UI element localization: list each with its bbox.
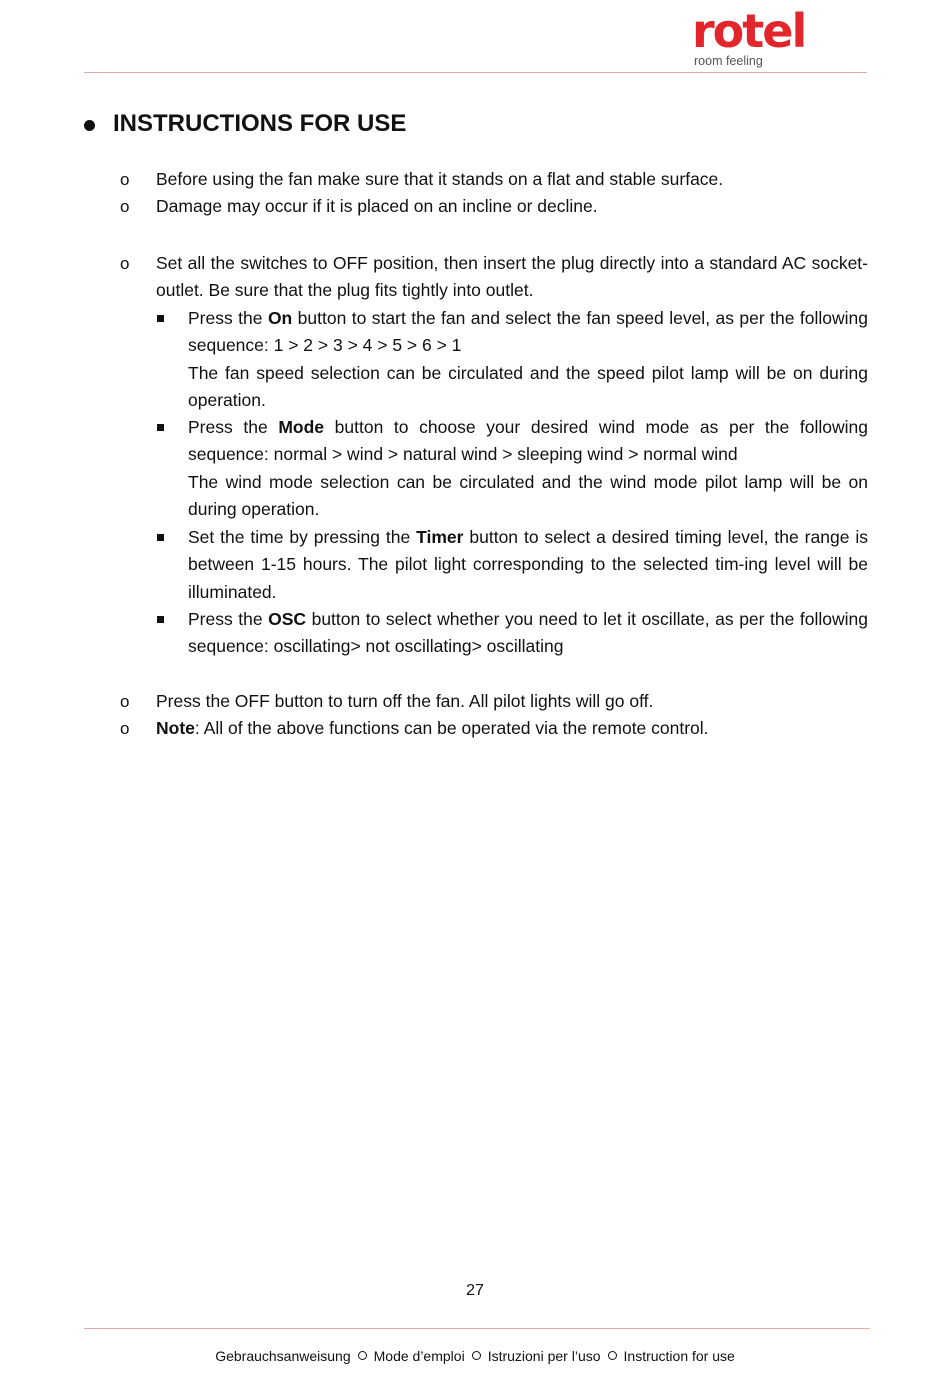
item-paragraph: Press the On button to start the fan and select the fan speed level, as per the following sequence: 1 > 2 > 3 > 4 > 5 > 6 > 1 [188, 308, 868, 356]
circle-bullet-icon: o [120, 254, 130, 273]
sub-list-item-on [188, 305, 868, 415]
circle-bullet-icon: o [120, 692, 130, 711]
list-item-note [120, 715, 868, 742]
logo-tagline: room feeling [694, 54, 763, 68]
logo-wordmark: rotel [692, 4, 806, 58]
bullet-icon [84, 120, 95, 131]
button-name-timer: Timer [416, 527, 464, 547]
footer-item: Mode d’emploi [373, 1348, 465, 1364]
circle-bullet-icon: o [120, 719, 130, 738]
square-bullet-icon [157, 534, 164, 541]
page-number: 27 [466, 1282, 484, 1299]
header-divider [84, 72, 867, 73]
list-item [120, 166, 868, 193]
list-item [120, 250, 868, 305]
square-bullet-icon [157, 616, 164, 623]
circle-bullet-icon: o [120, 197, 130, 216]
item-text: Press the OFF button to turn off the fan. All pilot lights will go off. [156, 691, 654, 711]
footer-item: Istruzioni per l’uso [487, 1348, 601, 1364]
item-extra: The wind mode selection can be circulated and the wind mode pilot lamp will be on during operation. [188, 471, 868, 520]
section-title: INSTRUCTIONS FOR USE [113, 110, 407, 137]
item-extra: The fan speed selection can be circulated and the speed pilot lamp will be on during operation. [188, 362, 868, 411]
square-bullet-icon [157, 315, 164, 322]
square-bullet-icon [157, 424, 164, 431]
footer-divider [84, 1328, 870, 1329]
circle-bullet-icon: o [120, 170, 130, 189]
sub-list-item-timer: Set the time by pressing the Timer button to select a desired timing level, the range is between 1-15 hours. The pilot light corresponding to the selected tim-ing level will be illuminated. [188, 524, 868, 606]
item-text: Damage may occur if it is placed on an incline or decline. [156, 196, 598, 216]
button-name-on: On [267, 308, 293, 328]
list-item [120, 688, 868, 715]
button-name-mode: Mode [278, 417, 325, 437]
separator-icon [358, 1351, 367, 1360]
button-name-osc: OSC [268, 609, 307, 629]
item-text: Before using the fan make sure that it stands on a flat and stable surface. [156, 169, 724, 189]
note-text: : All of the above functions can be operated via the remote control. [194, 718, 709, 738]
rotel-logo [692, 4, 862, 70]
list-item [120, 193, 868, 220]
separator-icon [608, 1351, 617, 1360]
footer-item: Instruction for use [623, 1348, 735, 1364]
item-paragraph: Press the Mode button to choose your desired wind mode as per the following sequence: normal > wind > natural wind > sleeping wind > normal wind [188, 417, 868, 465]
sub-list-item-mode [188, 414, 868, 524]
note-label: Note [156, 718, 195, 738]
item-text: Set all the switches to OFF position, then insert the plug directly into a standard AC socket-outlet. Be sure that the plug fits tightly into outlet. [156, 253, 868, 301]
sub-list-item-osc: Press the OSC button to select whether you need to let it oscillate, as per the following sequence: oscillating> not oscillating> oscillating [188, 606, 868, 661]
footer-item: Gebrauchsanweisung [215, 1348, 351, 1364]
separator-icon [472, 1351, 481, 1360]
footer-languages [0, 1348, 950, 1364]
